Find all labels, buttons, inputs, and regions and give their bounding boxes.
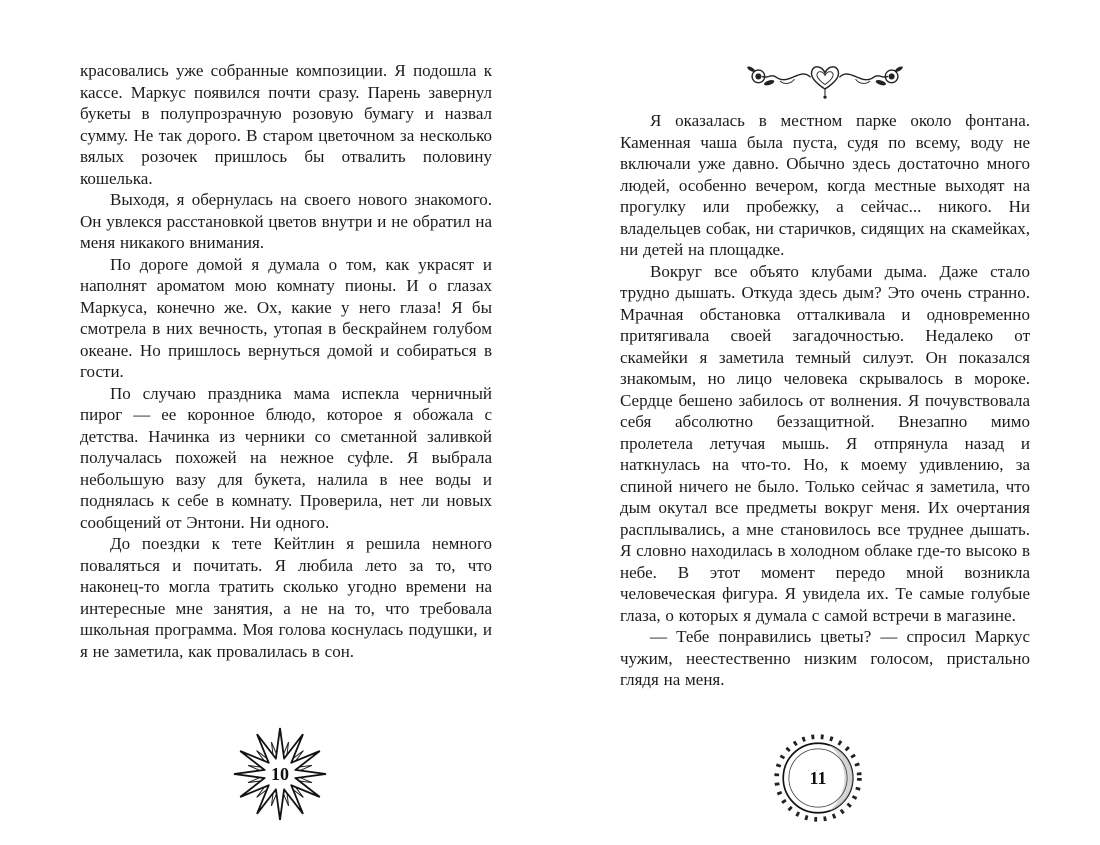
roses-heart-icon: [735, 56, 915, 104]
paragraph: Я оказалась в местном парке около фонтана. Каменная чаша была пуста, судя по всему, воду не включали уже давно. Обычно здесь достаточно много людей, особенно вечером, когда местные выходят на прогулку или пробежку, а сейчас... никого. Ни владельцев собак, ни старичков, сидящих на скамейках, ни детей на площадке.: [620, 111, 1030, 259]
star-page-ornament: [230, 724, 330, 824]
roses-heart-ornament: [735, 56, 915, 104]
paragraph: По случаю праздника мама испекла черничный пирог — ее коронное блюдо, которое я обожала с детства. Начинка из черники со сметанной заливкой получалась похожей на нежное суфле. Я выбрала небольшую вазу для букета, налила в нее воды и поднялась к себе в комнату. Проверила, нет ли новых сообщений от Энтони. Ни одного.: [80, 383, 492, 532]
moon-page-ornament: [771, 731, 865, 825]
page-number: 11: [809, 767, 827, 788]
paragraph: — Тебе понравились цветы? — спросил Маркус чужим, неестественно низким голосом, пристально глядя на меня.: [620, 627, 1030, 689]
page-right: [550, 0, 1100, 845]
paragraph: По дороге домой я думала о том, как украсят и наполнят ароматом мою комнату пионы. И о глазах Маркуса, конечно же. Ох, какие у него глаза! Я бы смотрела в них вечность, утопая в бескрайнем голубом океане. Но пришлось вернуться домой и собираться в гости.: [80, 254, 492, 381]
page-left-text: [80, 60, 492, 662]
page-number: 10: [271, 763, 289, 784]
page-right-text: [620, 110, 1030, 691]
paragraph: Выходя, я обернулась на своего нового знакомого. Он увлекся расстановкой цветов внутри и не обратил на меня никакого внимания.: [80, 190, 492, 252]
paragraph: красовались уже собранные композиции. Я подошла к кассе. Маркус появился почти сразу. Парень завернул букеты в полупрозрачную розовую бумагу и назвал сумму. Не так дорого. В старом цветочном за несколько вялых розочек пришлось бы отвалить половину кошелька.: [80, 61, 492, 188]
paragraph: До поездки к тете Кейтлин я решила немного поваляться и почитать. Я любила лето за то, что наконец-то могла тратить сколько угодно времени на интересные мне занятия, а не на то, что требовала школьная программа. Моя голова коснулась подушки, и я не заметила, как провалилась в сон.: [80, 534, 492, 661]
paragraph: Вокруг все объято клубами дыма. Даже стало трудно дышать. Откуда здесь дым? Это очень странно. Мрачная обстановка отталкивала и одновременно притягивала своей загадочностью. Недалеко от скамейки я заметила темный силуэт. Он показался знакомым, но лицо человека скрывалось в мороке. Сердце бешено забилось от волнения. Я почувствовала себя абсолютно беззащитной. Внезапно мимо пролетела летучая мышь. Я отпрянула назад и наткнулась на что-то. Но, к моему удивлению, за спиной ничего не было. Только сейчас я заметила, что дым окутал все предметы вокруг меня. Их очертания расплывались, а мне становилось все труднее дышать. Я словно находилась в холодном облаке где-то высоко в небе. В этот момент передо мной возникла человеческая фигура. Я увидела их. Те самые голубые глаза, о которых я думала с самой встречи в магазине.: [620, 261, 1030, 625]
